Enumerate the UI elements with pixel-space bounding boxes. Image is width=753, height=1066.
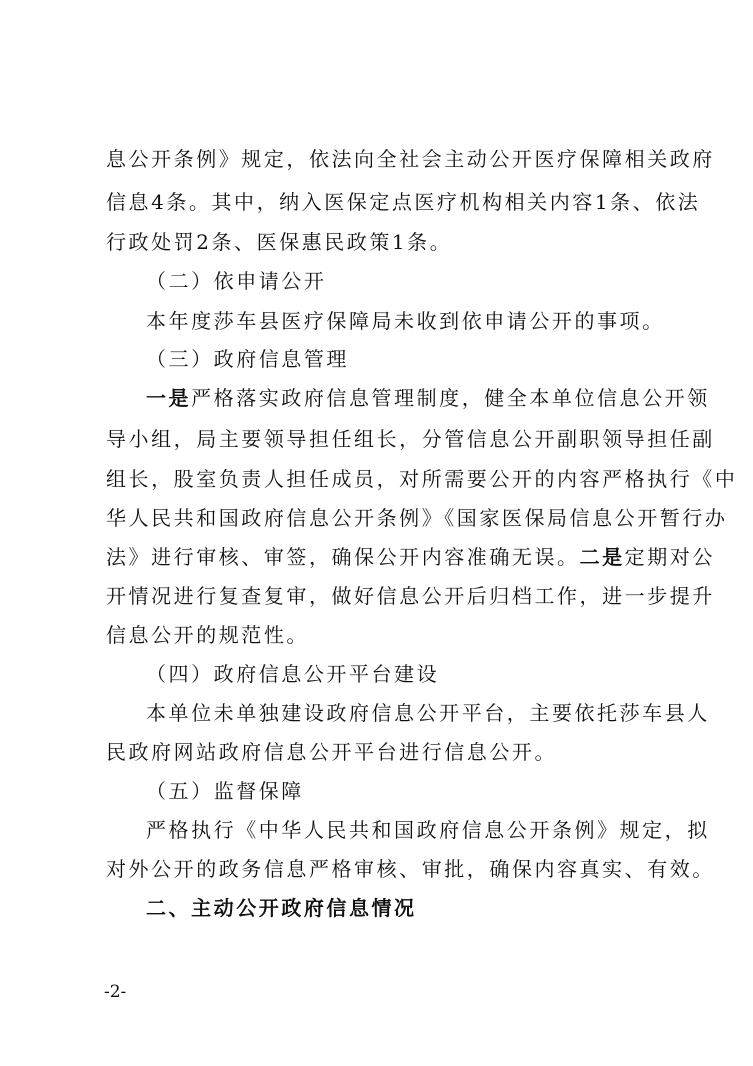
subheading-application-disclosure: （二）依申请公开	[146, 269, 327, 293]
section-heading-active-disclosure: 二、主动公开政府信息情况	[146, 896, 417, 920]
paragraph-line: 本单位未单独建设政府信息公开平台，主要依托莎车县人	[146, 701, 710, 725]
paragraph-text: 法》进行审核、审签，确保公开内容准确无误。	[106, 545, 580, 569]
paragraph-line	[146, 385, 710, 411]
paragraph-line: 对外公开的政务信息严格审核、审批，确保内容真实、有效。	[106, 857, 715, 881]
paragraph-line: 行政处罚2条、医保惠民政策1条。	[106, 230, 453, 254]
paragraph-line: 组长，股室负责人担任成员，对所需要公开的内容严格执行《中	[106, 467, 738, 491]
paragraph-line: 华人民共和国政府信息公开条例》《国家医保局信息公开暂行办	[106, 506, 728, 530]
subheading-information-management: （三）政府信息管理	[146, 347, 349, 371]
page-number: -2-	[104, 982, 127, 1002]
paragraph-line: 严格执行《中华人民共和国政府信息公开条例》规定，拟	[146, 818, 710, 842]
lead-phrase: 一是	[146, 386, 192, 410]
paragraph-line: 信息4条。其中，纳入医保定点医疗机构相关内容1条、依法	[106, 190, 701, 214]
subheading-supervision: （五）监督保障	[146, 779, 304, 803]
paragraph-line: 导小组，局主要领导担任组长，分管信息公开副职领导担任副	[106, 427, 715, 451]
paragraph-line: 息公开条例》规定，依法向全社会主动公开医疗保障相关政府	[106, 147, 715, 171]
paragraph-text: 定期对公	[624, 545, 715, 569]
paragraph-line: 本年度莎车县医疗保障局未收到依申请公开的事项。	[146, 309, 665, 333]
paragraph-line	[106, 544, 715, 570]
subheading-platform-construction: （四）政府信息公开平台建设	[146, 662, 440, 686]
paragraph-line: 开情况进行复查复审，做好信息公开后归档工作，进一步提升	[106, 584, 715, 608]
paragraph-text: 严格落实政府信息管理制度，健全本单位信息公开领	[191, 386, 710, 410]
lead-phrase: 二是	[579, 545, 625, 569]
paragraph-line: 民政府网站政府信息公开平台进行信息公开。	[106, 740, 557, 764]
paragraph-line: 信息公开的规范性。	[106, 623, 309, 647]
